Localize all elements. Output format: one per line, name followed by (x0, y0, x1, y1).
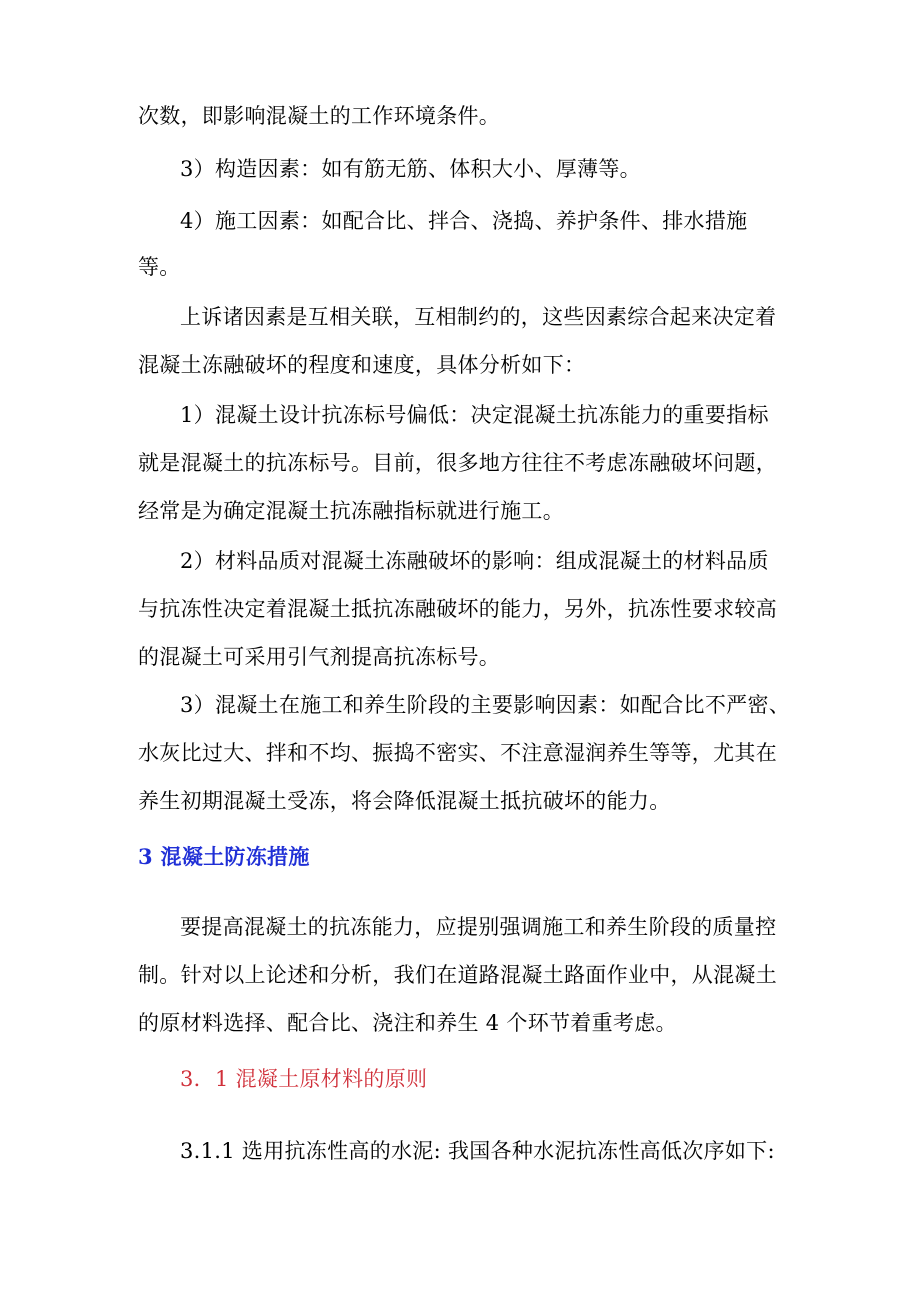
paragraph-line: 1）混凝土设计抗冻标号偏低：决定混凝土抗冻能力的重要指标 (180, 403, 769, 427)
paragraph-line: 水灰比过大、拌和不均、振捣不密实、不注意湿润养生等等，尤其在 (138, 741, 777, 765)
paragraph-line: 上诉诸因素是互相关联，互相制约的，这些因素综合起来决定着 (180, 305, 777, 329)
paragraph-line: 3.1.1 选用抗冻性高的水泥: 我国各种水泥抗冻性高低次序如下: (180, 1139, 775, 1163)
paragraph-line: 2）材料品质对混凝土冻融破坏的影响：组成混凝土的材料品质 (180, 549, 769, 573)
subsection-heading: 3．1 混凝土原材料的原则 (180, 1067, 428, 1091)
paragraph-line: 与抗冻性决定着混凝土抵抗冻融破坏的能力，另外，抗冻性要求较高 (138, 597, 777, 621)
paragraph-line: 3）构造因素：如有筋无筋、体积大小、厚薄等。 (180, 157, 641, 181)
paragraph-line: 养生初期混凝土受冻，将会降低混凝土抵抗破坏的能力。 (138, 789, 671, 813)
section-heading: 3 混凝土防冻措施 (138, 844, 310, 869)
paragraph-line: 3）混凝土在施工和养生阶段的主要影响因素：如配合比不严密、 (180, 693, 791, 717)
paragraph-line: 次数，即影响混凝土的工作环境条件。 (138, 104, 501, 128)
paragraph-line: 经常是为确定混凝土抗冻融指标就进行施工。 (138, 499, 564, 523)
paragraph-line: 4）施工因素：如配合比、拌合、浇捣、养护条件、排水措施 (180, 209, 748, 233)
paragraph-line: 就是混凝土的抗冻标号。目前，很多地方往往不考虑冻融破坏问题， (138, 451, 777, 475)
paragraph-line: 制。针对以上论述和分析，我们在道路混凝土路面作业中，从混凝土 (138, 963, 777, 987)
paragraph-line: 要提高混凝土的抗冻能力，应提别强调施工和养生阶段的质量控 (180, 915, 777, 939)
paragraph-line: 的混凝土可采用引气剂提高抗冻标号。 (138, 645, 501, 669)
paragraph-line: 混凝土冻融破坏的程度和速度，具体分析如下： (138, 353, 586, 377)
paragraph-line: 的原材料选择、配合比、浇注和养生 4 个环节着重考虑。 (138, 1011, 677, 1035)
paragraph-line: 等。 (138, 255, 181, 279)
